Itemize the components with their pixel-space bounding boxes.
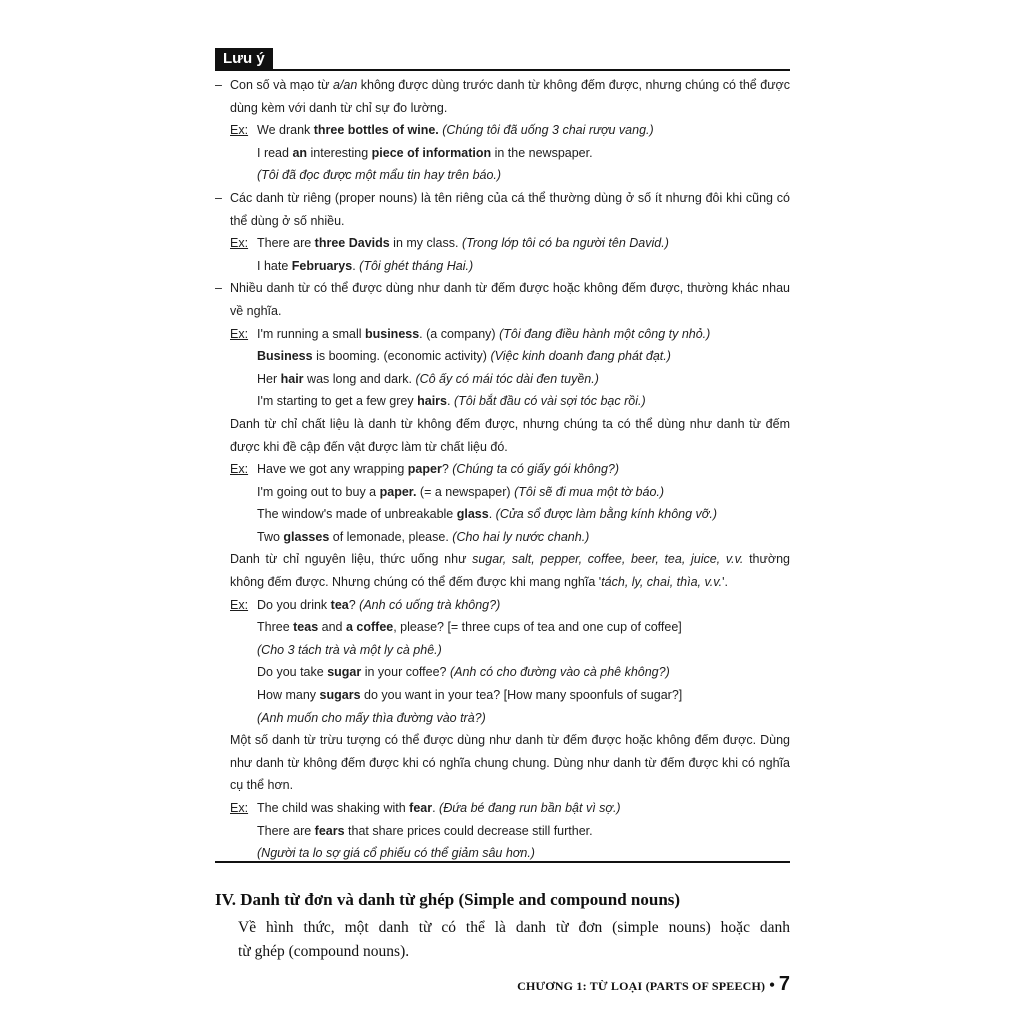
ex-label: Ex: xyxy=(230,597,249,612)
example-line: I read an interesting piece of information in the newspaper. xyxy=(257,145,593,160)
example-line: I'm starting to get a few grey hairs. (Tôi bắt đầu có vài sợi tóc bạc rồi.) xyxy=(257,394,646,409)
example-line: How many sugars do you want in your tea? [How many spoonfuls of sugar?] xyxy=(257,688,683,703)
note-header xyxy=(215,48,790,72)
dash-marker: – xyxy=(215,281,222,296)
example-line: I'm going out to buy a paper. (= a newspaper) (Tôi sẽ đi mua một tờ báo.) xyxy=(257,484,665,499)
example-line: Business is booming. (economic activity) (Việc kinh doanh đang phát đạt.) xyxy=(257,349,671,364)
example-line: Ex: Do you drink tea? (Anh có uống trà không?) xyxy=(215,594,790,617)
example-line: The window's made of unbreakable glass. (Cửa sổ được làm bằng kính không vỡ.) xyxy=(257,507,717,522)
section-paragraph xyxy=(238,916,790,964)
dash-marker: – xyxy=(215,78,222,92)
dash-marker: – xyxy=(215,190,222,205)
example-line: Ex: I'm running a small business. (a company) (Tôi đang điều hành một công ty nhỏ.) xyxy=(215,323,790,346)
ex-label: Ex: xyxy=(230,236,249,251)
note-line: được khi đề cập đến vật được làm từ chất liệu đó. xyxy=(230,439,508,454)
note-line: Danh từ chỉ nguyên liệu, thức uống như sugar, salt, pepper, coffee, beer, tea, juice, v.v. thường xyxy=(230,552,790,567)
page-footer xyxy=(517,973,790,996)
note-line: Danh từ chỉ chất liệu là danh từ không đếm được, nhưng chúng ta có thể dùng như danh từ đếm xyxy=(230,416,790,431)
ex-label: Ex: xyxy=(230,462,249,477)
example-translation: (Anh muốn cho mấy thìa đường vào trà?) xyxy=(257,710,486,725)
note-line: – Con số và mạo từ a/an không được dùng trước danh từ không đếm được, nhưng chúng có thể được xyxy=(215,74,790,97)
note-line: dùng kèm với danh từ chỉ sự đo lường. xyxy=(230,100,448,115)
example-line: Ex: Have we got any wrapping paper? (Chúng ta có giấy gói không?) xyxy=(215,458,790,481)
example-line: There are fears that share prices could decrease still further. xyxy=(257,823,593,838)
note-line: không đếm được. Nhưng chúng có thể đếm được khi mang nghĩa 'tách, ly, chai, thìa, v.v.'. xyxy=(230,575,728,590)
ex-label: Ex: xyxy=(230,801,249,815)
example-translation: (Tôi đã đọc được một mẩu tin hay trên báo.) xyxy=(257,168,502,183)
note-line: thể dùng ở số nhiều. xyxy=(230,213,345,228)
example-line: Ex: The child was shaking with fear. (Đứa bé đang run bần bật vì sợ.) xyxy=(215,797,790,820)
paragraph-line: Về hình thức, một danh từ có thể là danh từ đơn (simple nouns) hoặc danh xyxy=(238,919,790,936)
example-line: Two glasses of lemonade, please. (Cho hai ly nước chanh.) xyxy=(257,529,590,544)
note-line: cụ thể hơn. xyxy=(230,778,294,793)
chapter-title: CHƯƠNG 1: TỪ LOẠI (PARTS OF SPEECH) xyxy=(517,979,766,993)
example-line: I hate Februarys. (Tôi ghét tháng Hai.) xyxy=(257,258,474,273)
example-line: Ex: We drank three bottles of wine. (Chúng tôi đã uống 3 chai rượu vang.) xyxy=(215,119,790,142)
example-translation: (Người ta lo sợ giá cổ phiếu có thể giảm sâu hơn.) xyxy=(257,846,535,861)
note-line: như danh từ không đếm được khi có nghĩa chung chung. Dùng như danh từ đếm được khi có nghĩa xyxy=(230,755,790,770)
example-line: Her hair was long and dark. (Cô ấy có mái tóc dài đen tuyền.) xyxy=(257,371,599,386)
example-line: Three teas and a coffee, please? [= three cups of tea and one cup of coffee] xyxy=(257,620,682,635)
ex-label: Ex: xyxy=(230,326,249,341)
note-label: Lưu ý xyxy=(215,48,273,70)
note-bottom-rule xyxy=(215,861,790,863)
note-line: về nghĩa. xyxy=(230,303,282,318)
example-translation: (Cho 3 tách trà và một ly cà phê.) xyxy=(257,642,442,657)
example-line: Ex: There are three Davids in my class. (Trong lớp tôi có ba người tên David.) xyxy=(215,232,790,255)
note-line: – Các danh từ riêng (proper nouns) là tên riêng của cá thể thường dùng ở số ít nhưng đôi khi cũng có xyxy=(215,187,790,210)
note-header-rule xyxy=(215,69,790,71)
footer-bullet: • xyxy=(769,977,775,994)
page-number: 7 xyxy=(778,973,790,995)
section-heading: IV. Danh từ đơn và danh từ ghép (Simple and compound nouns) xyxy=(215,890,681,909)
note-line: Một số danh từ trừu tượng có thể được dùng như danh từ đếm được hoặc không đếm được. Dùng xyxy=(230,733,790,748)
note-content xyxy=(215,74,790,865)
note-line: – Nhiều danh từ có thể được dùng như danh từ đếm được hoặc không đếm được, thường khác nhau xyxy=(215,277,790,300)
ex-label: Ex: xyxy=(230,123,249,138)
example-line: Do you take sugar in your coffee? (Anh có cho đường vào cà phê không?) xyxy=(257,665,670,680)
paragraph-line: từ ghép (compound nouns). xyxy=(238,943,410,960)
